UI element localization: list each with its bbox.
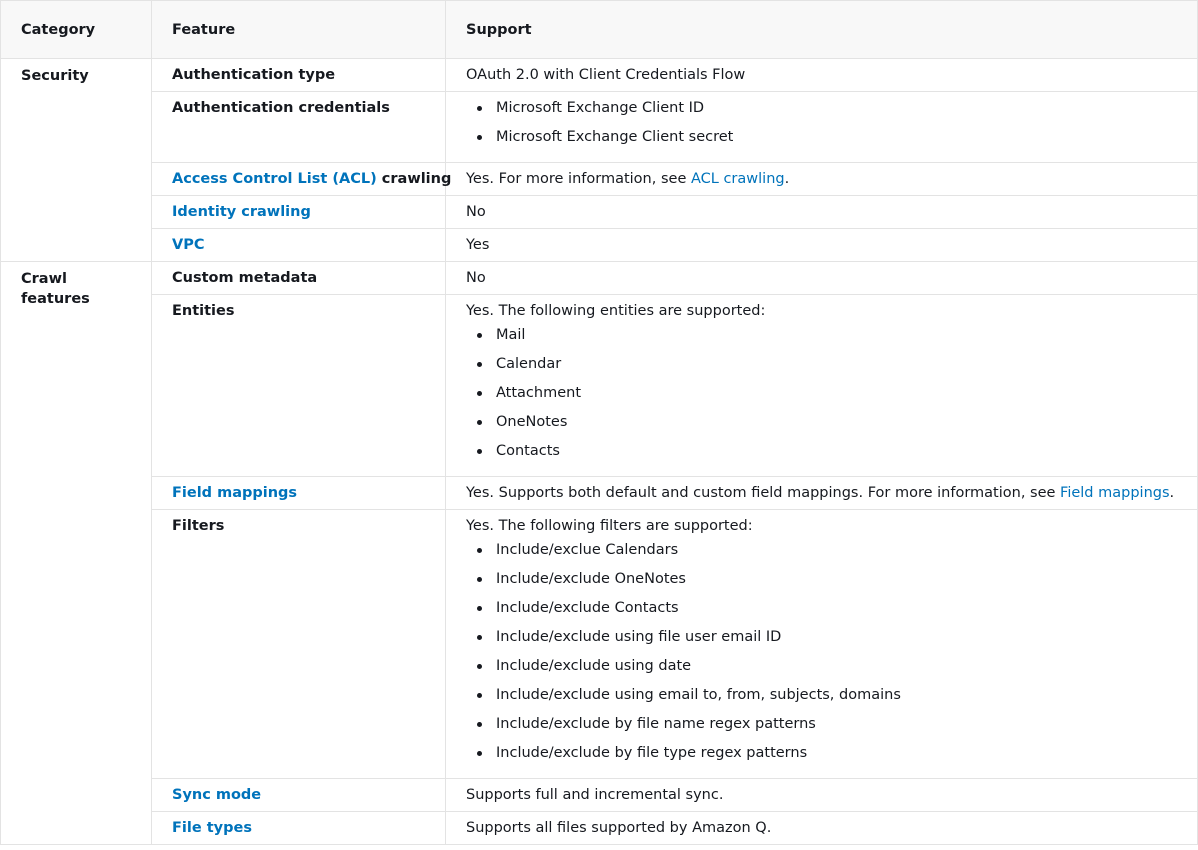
list-item: Mail — [496, 325, 1177, 345]
support-custom-metadata: No — [446, 262, 1198, 295]
list-item: Attachment — [496, 383, 1177, 403]
entities-list — [466, 325, 1177, 461]
table-row — [1, 779, 1198, 812]
table-row — [1, 295, 1198, 477]
feature-identity-crawling — [152, 196, 446, 229]
table-row — [1, 812, 1198, 845]
list-item: OneNotes — [496, 412, 1177, 432]
list-item: Include/exclude OneNotes — [496, 569, 1177, 589]
table-body — [1, 59, 1198, 845]
acl-link[interactable]: Access Control List (ACL) — [172, 171, 377, 187]
feature-authentication-type: Authentication type — [152, 59, 446, 92]
table-header — [1, 1, 1198, 59]
field-mappings-feature-link[interactable]: Field mappings — [172, 485, 298, 501]
acl-suffix: crawling — [376, 171, 452, 187]
list-item: Include/exclude by file name regex patterns — [496, 714, 1177, 734]
support-sync-mode: Supports full and incremental sync. — [446, 779, 1198, 812]
list-item: Include/exclude using file user email ID — [496, 627, 1177, 647]
table-row — [1, 229, 1198, 262]
field-mappings-prefix: Yes. Supports both default and custom field mappings. For more information, see — [466, 485, 1061, 501]
feature-filters: Filters — [152, 510, 446, 779]
field-mappings-link[interactable]: Field mappings — [1060, 485, 1170, 501]
sync-mode-link[interactable]: Sync mode — [172, 787, 262, 803]
acl-support-prefix: Yes. For more information, see — [466, 171, 691, 187]
list-item: Include/exclue Calendars — [496, 540, 1177, 560]
table-row — [1, 59, 1198, 92]
list-item: Microsoft Exchange Client ID — [496, 98, 1177, 118]
feature-sync-mode — [152, 779, 446, 812]
list-item: Include/exclude using email to, from, subjects, domains — [496, 685, 1177, 705]
table-row — [1, 477, 1198, 510]
support-authentication-type: OAuth 2.0 with Client Credentials Flow — [446, 59, 1198, 92]
table-row — [1, 196, 1198, 229]
support-identity-crawling: No — [446, 196, 1198, 229]
list-item: Calendar — [496, 354, 1177, 374]
identity-crawling-link[interactable]: Identity crawling — [172, 204, 311, 220]
field-mappings-suffix: . — [1169, 485, 1175, 501]
feature-custom-metadata: Custom metadata — [152, 262, 446, 295]
credentials-list — [466, 98, 1177, 147]
header-feature: Feature — [152, 1, 446, 59]
list-item: Microsoft Exchange Client secret — [496, 127, 1177, 147]
header-category: Category — [1, 1, 152, 59]
feature-authentication-credentials: Authentication credentials — [152, 92, 446, 163]
vpc-link[interactable]: VPC — [172, 237, 205, 253]
support-filters — [446, 510, 1198, 779]
acl-crawling-link[interactable]: ACL crawling — [690, 171, 785, 187]
list-item: Include/exclude Contacts — [496, 598, 1177, 618]
table-row — [1, 262, 1198, 295]
support-vpc: Yes — [446, 229, 1198, 262]
list-item: Contacts — [496, 441, 1177, 461]
feature-entities: Entities — [152, 295, 446, 477]
support-entities — [446, 295, 1198, 477]
table-row — [1, 92, 1198, 163]
entities-intro: Yes. The following entities are supported: — [466, 303, 766, 319]
support-authentication-credentials — [446, 92, 1198, 163]
support-file-types: Supports all files supported by Amazon Q. — [446, 812, 1198, 845]
feature-acl-crawling — [152, 163, 452, 196]
support-field-mappings — [446, 477, 1198, 510]
filters-list — [466, 540, 1177, 763]
file-types-link[interactable]: File types — [172, 820, 252, 836]
table-row — [1, 510, 1198, 779]
header-row — [1, 1, 1198, 59]
category-security: Security — [1, 59, 152, 262]
list-item: Include/exclude by file type regex patterns — [496, 743, 1177, 763]
feature-file-types — [152, 812, 446, 845]
support-acl-crawling — [446, 163, 1198, 196]
table-row — [1, 163, 1198, 196]
feature-vpc — [152, 229, 446, 262]
feature-field-mappings — [152, 477, 446, 510]
header-support: Support — [446, 1, 1198, 59]
acl-support-suffix: . — [784, 171, 790, 187]
list-item: Include/exclude using date — [496, 656, 1177, 676]
filters-intro: Yes. The following filters are supported: — [466, 518, 753, 534]
category-crawl-features: Crawl features — [1, 262, 152, 845]
